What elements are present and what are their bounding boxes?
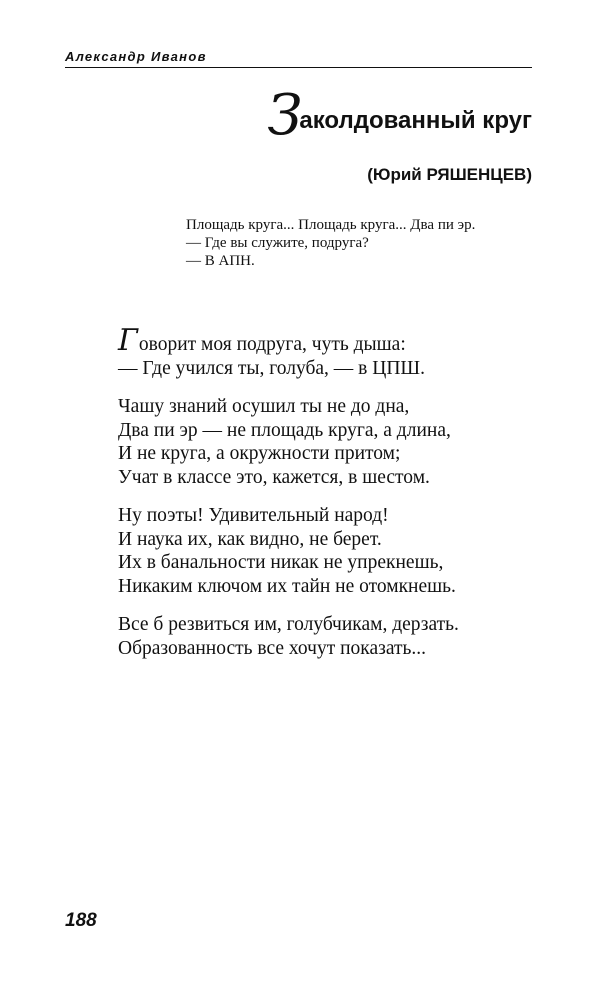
poem-line: Учат в классе это, кажется, в шестом. [118,466,430,488]
poem-line: Образованность все хочут показать... [118,637,427,659]
poem-line: Все б резвиться им, голубчикам, дерзать. [118,614,459,635]
stanza [118,323,459,380]
poem-line: Их в банальности никак не упрекнешь, [118,552,444,573]
page-number: 188 [65,910,97,931]
header-rule [65,67,532,68]
title-text: аколдованный круг [299,107,532,134]
epigraph-line: — Где вы служите, подруга? [186,235,369,251]
stanza [118,613,459,660]
poem-line: — Где учился ты, голуба, — в ЦПШ. [118,357,425,379]
author-attribution: (Юрий РЯШЕНЦЕВ) [367,165,532,184]
poem-title [267,83,532,148]
poem-body [118,323,459,675]
poem-line [118,323,459,358]
poem-initial: Г [118,323,138,358]
epigraph-line: — В АПН. [186,253,255,269]
poem-line: Ну поэты! Удивительный народ! [118,505,389,526]
poem-line: Два пи эр — не площадь круга, а длина, [118,419,451,441]
poem-line: И наука их, как видно, не берет. [118,528,382,550]
poem-line: Никаким ключом их тайн не отомкнешь. [118,575,456,597]
title-initial: З [267,83,303,148]
running-head: Александр Иванов [65,49,207,64]
epigraph [186,216,475,270]
poem-line: И не круга, а окружности притом; [118,443,401,464]
stanza [118,395,459,489]
epigraph-line: Площадь круга... Площадь круга... Два пи эр. [186,217,476,233]
poem-line: Чашу знаний осушил ты не до дна, [118,396,410,417]
stanza [118,504,459,598]
poem-line-text: оворит моя подруга, чуть дыша: [138,334,406,355]
